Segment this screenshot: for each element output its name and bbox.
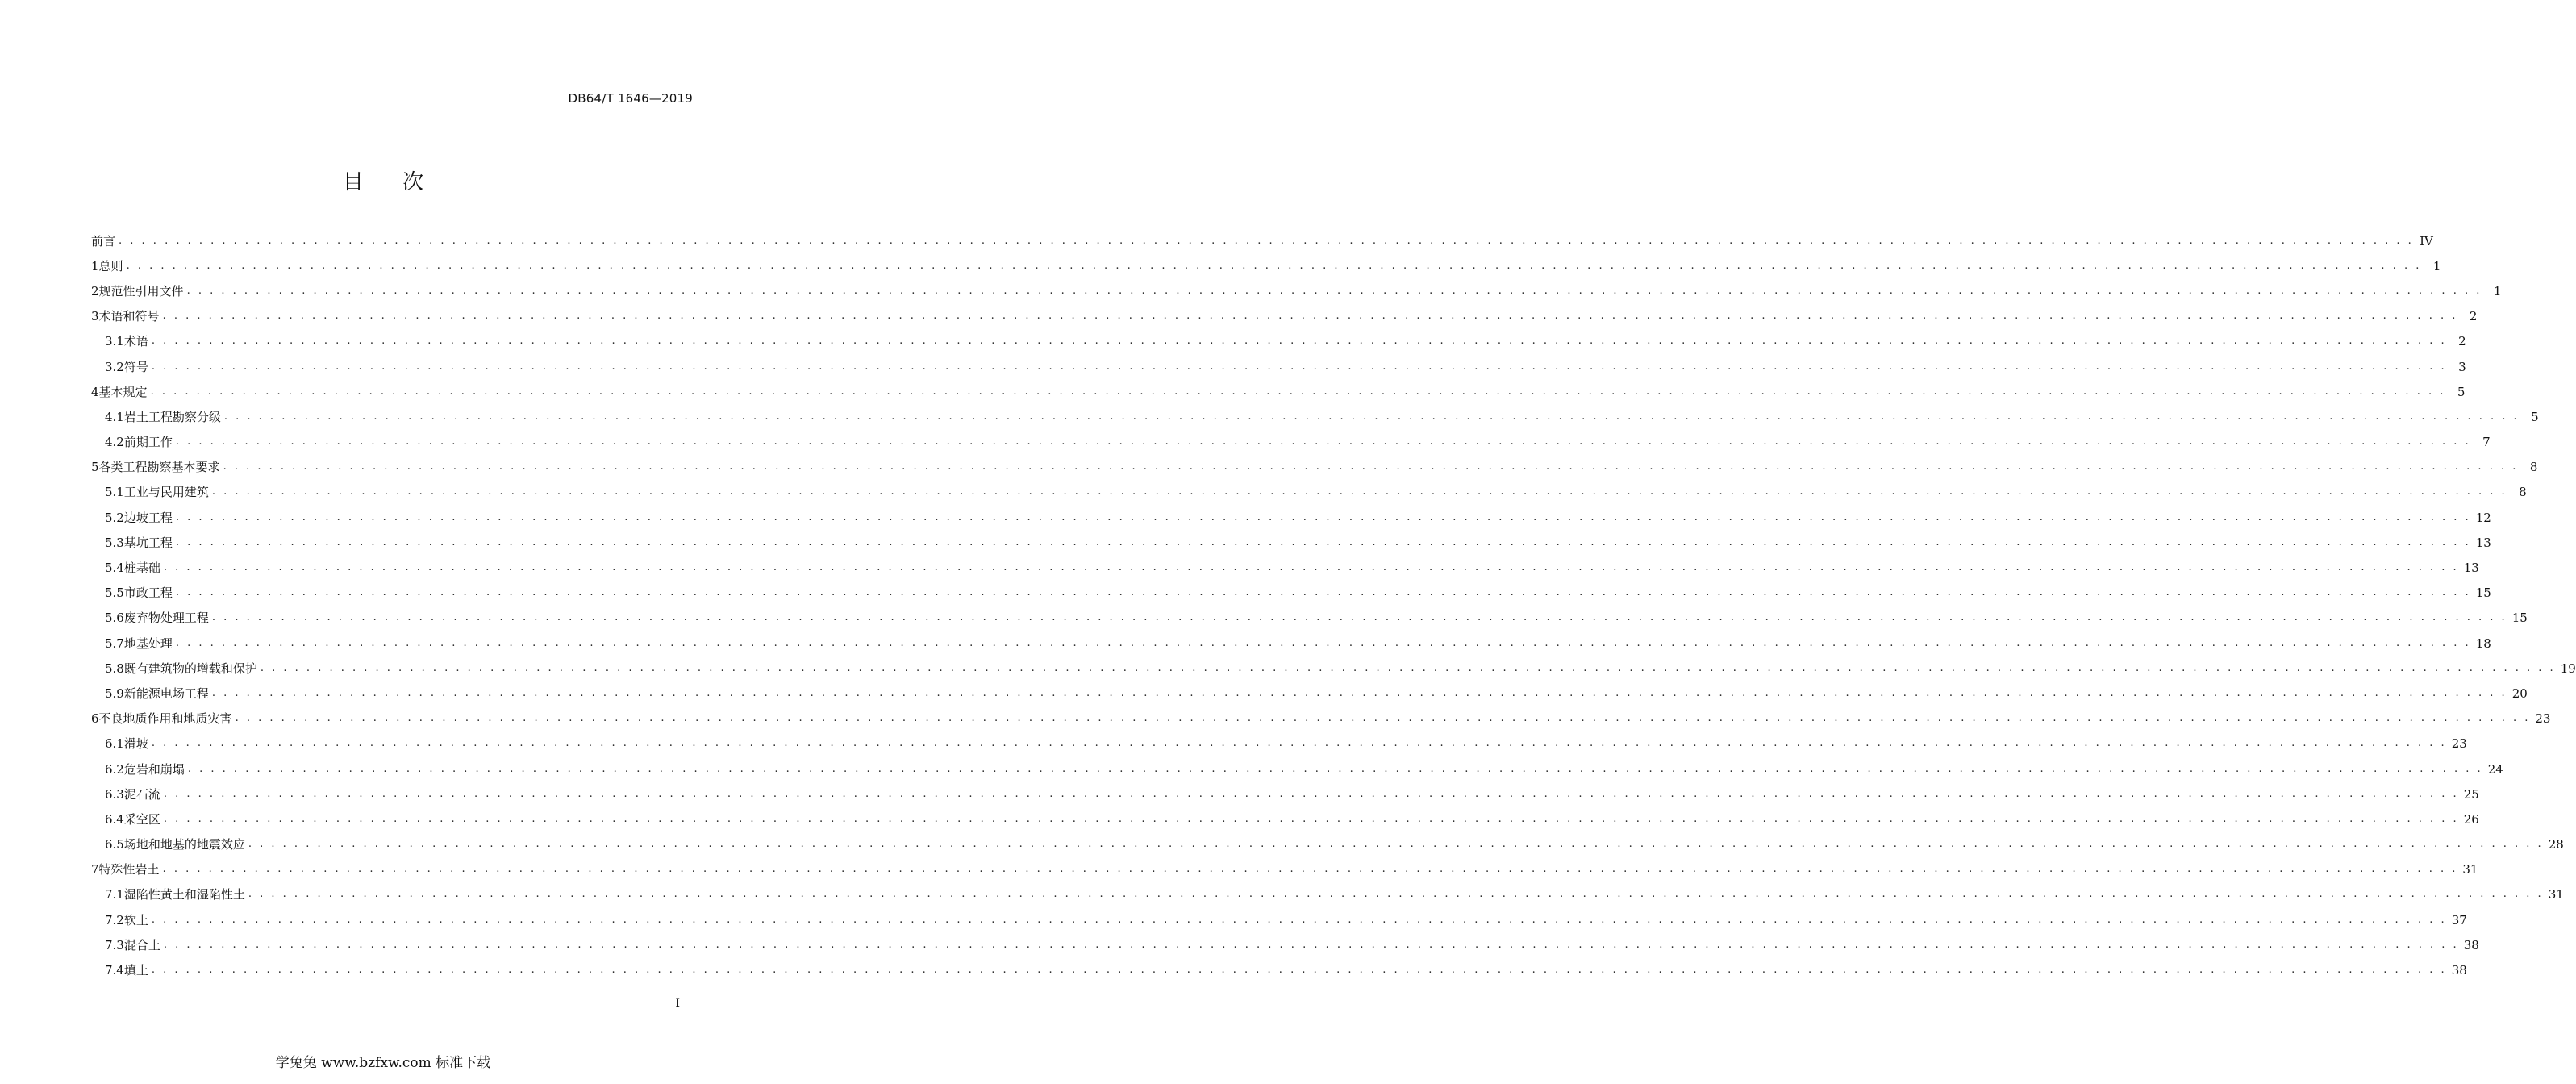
toc-entry-number: 5.9 <box>105 686 124 701</box>
toc-dot-leader: . . . . . . . . . . . . . . . . . . . . . . . . . . . . . . . . . . . . . . . . . . . . . . . . . . . . . . . . . . . . . . . . . . . . . . . . . . . . . . . . . . . . . . . . . . . . . . . . . . . . . . . . . . . . . . . . . . . . . . . . . . . . . . . . . . . . . . . . . . . . . . . . . . . . . . . . . . . . . . . . . . . . . . . . . . . . . . . . . . . . . . . . . . . . . . . . . . . . . . . . <box>151 737 2447 750</box>
toc-entry[interactable] <box>91 278 2502 303</box>
toc-entry-page: 38 <box>2451 963 2467 978</box>
toc-entry-label: 既有建筑物的增载和保护 <box>123 661 257 676</box>
toc-entry-page: 24 <box>2487 761 2503 777</box>
toc-entry[interactable] <box>91 656 2576 681</box>
toc-entry[interactable] <box>91 932 2479 957</box>
toc-entry[interactable] <box>91 228 2433 253</box>
toc-dot-leader: . . . . . . . . . . . . . . . . . . . . . . . . . . . . . . . . . . . . . . . . . . . . . . . . . . . . . . . . . . . . . . . . . . . . . . . . . . . . . . . . . . . . . . . . . . . . . . . . . . . . . . . . . . . . . . . . . . . . . . . . . . . . . . . . . . . . . . . . . . . . . . . . . . . . . . . . . . . . . . . . . . . . . . . . . . . . . . . . . . . . . . . . . . . . . . . . . . . . . . . . <box>151 964 2447 977</box>
toc-entry-page: 8 <box>2519 485 2527 500</box>
toc-entry-number: 6.5 <box>105 837 124 853</box>
toc-entry-number: 7.3 <box>105 937 124 953</box>
toc-entry-page: 31 <box>2548 887 2564 903</box>
toc-entry-number: 3.2 <box>105 359 124 374</box>
toc-entry-page: 19 <box>2560 661 2576 676</box>
toc-entry[interactable] <box>91 832 2564 857</box>
toc-entry-number: 7 <box>91 862 99 878</box>
toc-dot-leader: . . . . . . . . . . . . . . . . . . . . . . . . . . . . . . . . . . . . . . . . . . . . . . . . . . . . . . . . . . . . . . . . . . . . . . . . . . . . . . . . . . . . . . . . . . . . . . . . . . . . . . . . . . . . . . . . . . . . . . . . . . . . . . . . . . . . . . . . . . . . . . . . . . . . . . . . . . . . . . . . . . . . . . . . . . . . . . . . . . . . . . . . . . . . . . . . . . . . . . . . <box>248 888 2544 901</box>
toc-entry-page: 3 <box>2458 359 2466 374</box>
toc-entry-label: 规范性引用文件 <box>98 283 184 298</box>
toc-entry[interactable] <box>91 379 2466 404</box>
toc-entry-label: 湿陷性黄土和湿陷性土 <box>123 887 245 903</box>
toc-entry-number: 6 <box>91 711 99 727</box>
toc-entry[interactable] <box>91 404 2539 429</box>
toc-entry[interactable] <box>91 329 2466 354</box>
toc-entry-number: 4.2 <box>105 435 124 450</box>
toc-entry-number: 6.3 <box>105 786 124 802</box>
toc-dot-leader: . . . . . . . . . . . . . . . . . . . . . . . . . . . . . . . . . . . . . . . . . . . . . . . . . . . . . . . . . . . . . . . . . . . . . . . . . . . . . . . . . . . . . . . . . . . . . . . . . . . . . . . . . . . . . . . . . . . . . . . . . . . . . . . . . . . . . . . . . . . . . . . . . . . . . . . . . . . . . . . . . . . . . . . . . . . . . . . . . . . . . . . . . . . . . . . . . . . . . . . . <box>260 661 2556 674</box>
toc-entry-number: 4.1 <box>105 409 124 424</box>
toc-entry-number: 7.1 <box>105 887 124 903</box>
toc-dot-leader: . . . . . . . . . . . . . . . . . . . . . . . . . . . . . . . . . . . . . . . . . . . . . . . . . . . . . . . . . . . . . . . . . . . . . . . . . . . . . . . . . . . . . . . . . . . . . . . . . . . . . . . . . . . . . . . . . . . . . . . . . . . . . . . . . . . . . . . . . . . . . . . . . . . . . . . . . . . . . . . . . . . . . . . . . . . . . . . . . . . . . . . . . . . . . . . . . . . . . . . . <box>211 686 2507 699</box>
toc-dot-leader: . . . . . . . . . . . . . . . . . . . . . . . . . . . . . . . . . . . . . . . . . . . . . . . . . . . . . . . . . . . . . . . . . . . . . . . . . . . . . . . . . . . . . . . . . . . . . . . . . . . . . . . . . . . . . . . . . . . . . . . . . . . . . . . . . . . . . . . . . . . . . . . . . . . . . . . . . . . . . . . . . . . . . . . . . . . . . . . . . . . . . . . . . . . . . . . . . . . . . . . . <box>211 486 2507 498</box>
toc-entry[interactable] <box>91 707 2551 732</box>
footer-watermark: 学兔兔 www.bzfxw.com 标准下载 <box>275 1055 491 1071</box>
toc-entry-number: 5.6 <box>105 611 124 626</box>
toc-entry-number: 6.4 <box>105 811 124 827</box>
toc-entry-label: 场地和地基的地震效应 <box>123 837 245 853</box>
toc-entry[interactable] <box>91 581 2491 606</box>
toc-entry-page: IV <box>2420 233 2433 248</box>
toc-dot-leader: . . . . . . . . . . . . . . . . . . . . . . . . . . . . . . . . . . . . . . . . . . . . . . . . . . . . . . . . . . . . . . . . . . . . . . . . . . . . . . . . . . . . . . . . . . . . . . . . . . . . . . . . . . . . . . . . . . . . . . . . . . . . . . . . . . . . . . . . . . . . . . . . . . . . . . . . . . . . . . . . . . . . . . . . . . . . . . . . . . . . . . . . . . . . . . . . . . . . . . . . <box>235 712 2531 725</box>
toc-dot-leader: . . . . . . . . . . . . . . . . . . . . . . . . . . . . . . . . . . . . . . . . . . . . . . . . . . . . . . . . . . . . . . . . . . . . . . . . . . . . . . . . . . . . . . . . . . . . . . . . . . . . . . . . . . . . . . . . . . . . . . . . . . . . . . . . . . . . . . . . . . . . . . . . . . . . . . . . . . . . . . . . . . . . . . . . . . . . . . . . . . . . . . . . . . . . . . . . . . . . . . . . <box>151 913 2447 926</box>
toc-entry-page: 13 <box>2463 561 2479 576</box>
toc-entry[interactable] <box>91 732 2467 757</box>
toc-entry-page: 23 <box>2451 736 2467 752</box>
toc-dot-leader: . . . . . . . . . . . . . . . . . . . . . . . . . . . . . . . . . . . . . . . . . . . . . . . . . . . . . . . . . . . . . . . . . . . . . . . . . . . . . . . . . . . . . . . . . . . . . . . . . . . . . . . . . . . . . . . . . . . . . . . . . . . . . . . . . . . . . . . . . . . . . . . . . . . . . . . . . . . . . . . . . . . . . . . . . . . . . . . . . . . . . . . . . . . . . . . . . . . . . . . . <box>163 938 2459 951</box>
toc-entry-label: 市政工程 <box>123 586 173 601</box>
page-title: 目 次 <box>342 170 440 194</box>
toc-entry-page: 15 <box>2511 611 2528 626</box>
toc-entry-number: 7.4 <box>105 963 124 978</box>
toc-entry-page: 38 <box>2463 937 2479 953</box>
toc-entry-page: 25 <box>2463 786 2479 802</box>
toc-dot-leader: . . . . . . . . . . . . . . . . . . . . . . . . . . . . . . . . . . . . . . . . . . . . . . . . . . . . . . . . . . . . . . . . . . . . . . . . . . . . . . . . . . . . . . . . . . . . . . . . . . . . . . . . . . . . . . . . . . . . . . . . . . . . . . . . . . . . . . . . . . . . . . . . . . . . . . . . . . . . . . . . . . . . . . . . . . . . . . . . . . . . . . . . . . . . . . . . . . . . . . . . <box>151 360 2447 373</box>
toc-dot-leader: . . . . . . . . . . . . . . . . . . . . . . . . . . . . . . . . . . . . . . . . . . . . . . . . . . . . . . . . . . . . . . . . . . . . . . . . . . . . . . . . . . . . . . . . . . . . . . . . . . . . . . . . . . . . . . . . . . . . . . . . . . . . . . . . . . . . . . . . . . . . . . . . . . . . . . . . . . . . . . . . . . . . . . . . . . . . . . . . . . . . . . . . . . . . . . . . . . . . . . . . <box>186 284 2482 297</box>
toc-dot-leader: . . . . . . . . . . . . . . . . . . . . . . . . . . . . . . . . . . . . . . . . . . . . . . . . . . . . . . . . . . . . . . . . . . . . . . . . . . . . . . . . . . . . . . . . . . . . . . . . . . . . . . . . . . . . . . . . . . . . . . . . . . . . . . . . . . . . . . . . . . . . . . . . . . . . . . . . . . . . . . . . . . . . . . . . . . . . . . . . . . . . . . . . . . . . . . . . . . . . . . . . <box>248 838 2544 851</box>
toc-entry-label: 废弃物处理工程 <box>123 611 209 626</box>
toc-entry-number: 5.7 <box>105 636 124 651</box>
toc-entry-number: 5.3 <box>105 535 124 550</box>
toc-entry-label: 术语和符号 <box>98 309 160 324</box>
toc-entry-number: 5 <box>91 460 99 475</box>
toc-entry-page: 37 <box>2451 912 2467 928</box>
toc-entry-number: 5.2 <box>105 510 124 525</box>
toc-dot-leader: . . . . . . . . . . . . . . . . . . . . . . . . . . . . . . . . . . . . . . . . . . . . . . . . . . . . . . . . . . . . . . . . . . . . . . . . . . . . . . . . . . . . . . . . . . . . . . . . . . . . . . . . . . . . . . . . . . . . . . . . . . . . . . . . . . . . . . . . . . . . . . . . . . . . . . . . . . . . . . . . . . . . . . . . . . . . . . . . . . . . . . . . . . . . . . . . . . . . . . . . <box>211 611 2507 624</box>
toc-entry-page: 26 <box>2463 811 2479 827</box>
page-number: I <box>675 997 680 1010</box>
toc-entry-label: 地基处理 <box>123 636 173 651</box>
toc-entry-number: 5.1 <box>105 485 124 500</box>
toc-dot-leader: . . . . . . . . . . . . . . . . . . . . . . . . . . . . . . . . . . . . . . . . . . . . . . . . . . . . . . . . . . . . . . . . . . . . . . . . . . . . . . . . . . . . . . . . . . . . . . . . . . . . . . . . . . . . . . . . . . . . . . . . . . . . . . . . . . . . . . . . . . . . . . . . . . . . . . . . . . . . . . . . . . . . . . . . . . . . . . . . . . . . . . . . . . . . . . . . . . . . . . . . <box>162 863 2458 876</box>
toc-dot-leader: . . . . . . . . . . . . . . . . . . . . . . . . . . . . . . . . . . . . . . . . . . . . . . . . . . . . . . . . . . . . . . . . . . . . . . . . . . . . . . . . . . . . . . . . . . . . . . . . . . . . . . . . . . . . . . . . . . . . . . . . . . . . . . . . . . . . . . . . . . . . . . . . . . . . . . . . . . . . . . . . . . . . . . . . . . . . . . . . . . . . . . . . . . . . . . . . . . . . . . . . <box>175 511 2471 523</box>
toc-dot-leader: . . . . . . . . . . . . . . . . . . . . . . . . . . . . . . . . . . . . . . . . . . . . . . . . . . . . . . . . . . . . . . . . . . . . . . . . . . . . . . . . . . . . . . . . . . . . . . . . . . . . . . . . . . . . . . . . . . . . . . . . . . . . . . . . . . . . . . . . . . . . . . . . . . . . . . . . . . . . . . . . . . . . . . . . . . . . . . . . . . . . . . . . . . . . . . . . . . . . . . . . <box>163 561 2459 574</box>
toc-entry-label: 特殊性岩土 <box>98 862 160 878</box>
toc-entry-label: 采空区 <box>123 811 160 827</box>
toc-entry-page: 31 <box>2462 862 2478 878</box>
toc-entry-page: 2 <box>2469 309 2478 324</box>
toc-entry-label: 符号 <box>123 359 148 374</box>
toc-dot-leader: . . . . . . . . . . . . . . . . . . . . . . . . . . . . . . . . . . . . . . . . . . . . . . . . . . . . . . . . . . . . . . . . . . . . . . . . . . . . . . . . . . . . . . . . . . . . . . . . . . . . . . . . . . . . . . . . . . . . . . . . . . . . . . . . . . . . . . . . . . . . . . . . . . . . . . . . . . . . . . . . . . . . . . . . . . . . . . . . . . . . . . . . . . . . . . . . . . . . . . . . <box>163 812 2459 825</box>
toc-dot-leader: . . . . . . . . . . . . . . . . . . . . . . . . . . . . . . . . . . . . . . . . . . . . . . . . . . . . . . . . . . . . . . . . . . . . . . . . . . . . . . . . . . . . . . . . . . . . . . . . . . . . . . . . . . . . . . . . . . . . . . . . . . . . . . . . . . . . . . . . . . . . . . . . . . . . . . . . . . . . . . . . . . . . . . . . . . . . . . . . . . . . . . . . . . . . . . . . . . . . . . . . <box>187 762 2483 775</box>
toc-entry-page: 15 <box>2475 586 2491 601</box>
toc-entry-label: 术语 <box>123 334 148 349</box>
toc-entry[interactable] <box>91 857 2478 882</box>
toc-entry-page: 12 <box>2475 510 2491 525</box>
toc-dot-leader: . . . . . . . . . . . . . . . . . . . . . . . . . . . . . . . . . . . . . . . . . . . . . . . . . . . . . . . . . . . . . . . . . . . . . . . . . . . . . . . . . . . . . . . . . . . . . . . . . . . . . . . . . . . . . . . . . . . . . . . . . . . . . . . . . . . . . . . . . . . . . . . . . . . . . . . . . . . . . . . . . . . . . . . . . . . . . . . . . . . . . . . . . . . . . . . . . . . . . . . . <box>119 234 2414 247</box>
toc-dot-leader: . . . . . . . . . . . . . . . . . . . . . . . . . . . . . . . . . . . . . . . . . . . . . . . . . . . . . . . . . . . . . . . . . . . . . . . . . . . . . . . . . . . . . . . . . . . . . . . . . . . . . . . . . . . . . . . . . . . . . . . . . . . . . . . . . . . . . . . . . . . . . . . . . . . . . . . . . . . . . . . . . . . . . . . . . . . . . . . . . . . . . . . . . . . . . . . . . . . . . . . . <box>162 310 2458 323</box>
toc-entry[interactable] <box>91 354 2466 379</box>
standard-code: DB64/T 1646—2019 <box>568 91 693 106</box>
toc-entry[interactable] <box>91 757 2503 782</box>
toc-entry[interactable] <box>91 455 2538 480</box>
toc-entry[interactable] <box>91 480 2527 505</box>
toc-entry[interactable] <box>91 430 2491 455</box>
toc-entry-page: 28 <box>2548 837 2564 853</box>
toc-entry[interactable] <box>91 957 2467 982</box>
toc-dot-leader: . . . . . . . . . . . . . . . . . . . . . . . . . . . . . . . . . . . . . . . . . . . . . . . . . . . . . . . . . . . . . . . . . . . . . . . . . . . . . . . . . . . . . . . . . . . . . . . . . . . . . . . . . . . . . . . . . . . . . . . . . . . . . . . . . . . . . . . . . . . . . . . . . . . . . . . . . . . . . . . . . . . . . . . . . . . . . . . . . . . . . . . . . . . . . . . . . . . . . . . . <box>163 787 2459 800</box>
toc-entry-label: 桩基础 <box>123 561 160 576</box>
table-of-contents <box>91 228 2576 983</box>
toc-entry[interactable] <box>91 807 2479 832</box>
toc-entry-page: 23 <box>2535 711 2551 727</box>
toc-entry[interactable] <box>91 782 2479 807</box>
toc-entry-page: 8 <box>2529 460 2538 475</box>
toc-entry-label: 泥石流 <box>123 786 160 802</box>
toc-entry-label: 软土 <box>123 912 148 928</box>
toc-entry-label: 前期工作 <box>123 435 173 450</box>
toc-entry[interactable] <box>91 681 2528 706</box>
toc-entry-page: 5 <box>2457 384 2466 399</box>
toc-entry-label: 边坡工程 <box>123 510 173 525</box>
toc-entry-number: 2 <box>91 283 99 298</box>
toc-entry-page: 18 <box>2475 636 2491 651</box>
toc-entry-number: 5.5 <box>105 586 124 601</box>
toc-entry-label: 基本规定 <box>98 384 148 399</box>
toc-entry-label: 前言 <box>91 233 116 248</box>
toc-entry-page: 1 <box>2493 283 2502 298</box>
toc-entry-label: 工业与民用建筑 <box>123 485 209 500</box>
toc-entry-label: 滑坡 <box>123 736 148 752</box>
toc-entry-number: 5.4 <box>105 561 124 576</box>
toc-dot-leader: . . . . . . . . . . . . . . . . . . . . . . . . . . . . . . . . . . . . . . . . . . . . . . . . . . . . . . . . . . . . . . . . . . . . . . . . . . . . . . . . . . . . . . . . . . . . . . . . . . . . . . . . . . . . . . . . . . . . . . . . . . . . . . . . . . . . . . . . . . . . . . . . . . . . . . . . . . . . . . . . . . . . . . . . . . . . . . . . . . . . . . . . . . . . . . . . . . . . . . . . <box>175 436 2471 448</box>
toc-entry-page: 13 <box>2475 535 2491 550</box>
toc-entry[interactable] <box>91 505 2491 530</box>
toc-entry[interactable] <box>91 304 2478 329</box>
toc-entry[interactable] <box>91 882 2564 907</box>
toc-entry[interactable] <box>91 606 2528 631</box>
toc-entry-number: 1 <box>91 258 99 273</box>
toc-entry[interactable] <box>91 631 2491 656</box>
toc-entry-label: 不良地质作用和地质灾害 <box>98 711 232 727</box>
toc-entry[interactable] <box>91 253 2441 278</box>
toc-entry-label: 混合土 <box>123 937 160 953</box>
toc-dot-leader: . . . . . . . . . . . . . . . . . . . . . . . . . . . . . . . . . . . . . . . . . . . . . . . . . . . . . . . . . . . . . . . . . . . . . . . . . . . . . . . . . . . . . . . . . . . . . . . . . . . . . . . . . . . . . . . . . . . . . . . . . . . . . . . . . . . . . . . . . . . . . . . . . . . . . . . . . . . . . . . . . . . . . . . . . . . . . . . . . . . . . . . . . . . . . . . . . . . . . . . . <box>151 335 2447 348</box>
toc-entry-label: 新能源电场工程 <box>123 686 209 701</box>
toc-entry-page: 1 <box>2432 258 2441 273</box>
toc-dot-leader: . . . . . . . . . . . . . . . . . . . . . . . . . . . . . . . . . . . . . . . . . . . . . . . . . . . . . . . . . . . . . . . . . . . . . . . . . . . . . . . . . . . . . . . . . . . . . . . . . . . . . . . . . . . . . . . . . . . . . . . . . . . . . . . . . . . . . . . . . . . . . . . . . . . . . . . . . . . . . . . . . . . . . . . . . . . . . . . . . . . . . . . . . . . . . . . . . . . . . . . . <box>175 636 2471 649</box>
toc-dot-leader: . . . . . . . . . . . . . . . . . . . . . . . . . . . . . . . . . . . . . . . . . . . . . . . . . . . . . . . . . . . . . . . . . . . . . . . . . . . . . . . . . . . . . . . . . . . . . . . . . . . . . . . . . . . . . . . . . . . . . . . . . . . . . . . . . . . . . . . . . . . . . . . . . . . . . . . . . . . . . . . . . . . . . . . . . . . . . . . . . . . . . . . . . . . . . . . . . . . . . . . . <box>175 536 2471 548</box>
toc-entry-number: 7.2 <box>105 912 124 928</box>
toc-entry-label: 各类工程勘察基本要求 <box>98 460 220 475</box>
toc-entry-number: 6.2 <box>105 761 124 777</box>
toc-entry-label: 基坑工程 <box>123 535 173 550</box>
toc-dot-leader: . . . . . . . . . . . . . . . . . . . . . . . . . . . . . . . . . . . . . . . . . . . . . . . . . . . . . . . . . . . . . . . . . . . . . . . . . . . . . . . . . . . . . . . . . . . . . . . . . . . . . . . . . . . . . . . . . . . . . . . . . . . . . . . . . . . . . . . . . . . . . . . . . . . . . . . . . . . . . . . . . . . . . . . . . . . . . . . . . . . . . . . . . . . . . . . . . . . . . . . . <box>223 410 2520 423</box>
toc-entry[interactable] <box>91 555 2479 580</box>
toc-entry-label: 危岩和崩塌 <box>123 761 185 777</box>
toc-dot-leader: . . . . . . . . . . . . . . . . . . . . . . . . . . . . . . . . . . . . . . . . . . . . . . . . . . . . . . . . . . . . . . . . . . . . . . . . . . . . . . . . . . . . . . . . . . . . . . . . . . . . . . . . . . . . . . . . . . . . . . . . . . . . . . . . . . . . . . . . . . . . . . . . . . . . . . . . . . . . . . . . . . . . . . . . . . . . . . . . . . . . . . . . . . . . . . . . . . . . . . . . <box>150 385 2446 398</box>
toc-entry[interactable] <box>91 530 2491 555</box>
toc-dot-leader: . . . . . . . . . . . . . . . . . . . . . . . . . . . . . . . . . . . . . . . . . . . . . . . . . . . . . . . . . . . . . . . . . . . . . . . . . . . . . . . . . . . . . . . . . . . . . . . . . . . . . . . . . . . . . . . . . . . . . . . . . . . . . . . . . . . . . . . . . . . . . . . . . . . . . . . . . . . . . . . . . . . . . . . . . . . . . . . . . . . . . . . . . . . . . . . . . . . . . . . . <box>126 259 2422 272</box>
toc-dot-leader: . . . . . . . . . . . . . . . . . . . . . . . . . . . . . . . . . . . . . . . . . . . . . . . . . . . . . . . . . . . . . . . . . . . . . . . . . . . . . . . . . . . . . . . . . . . . . . . . . . . . . . . . . . . . . . . . . . . . . . . . . . . . . . . . . . . . . . . . . . . . . . . . . . . . . . . . . . . . . . . . . . . . . . . . . . . . . . . . . . . . . . . . . . . . . . . . . . . . . . . . <box>175 586 2471 599</box>
toc-entry-label: 岩土工程勘察分级 <box>123 409 221 424</box>
toc-dot-leader: . . . . . . . . . . . . . . . . . . . . . . . . . . . . . . . . . . . . . . . . . . . . . . . . . . . . . . . . . . . . . . . . . . . . . . . . . . . . . . . . . . . . . . . . . . . . . . . . . . . . . . . . . . . . . . . . . . . . . . . . . . . . . . . . . . . . . . . . . . . . . . . . . . . . . . . . . . . . . . . . . . . . . . . . . . . . . . . . . . . . . . . . . . . . . . . . . . . . . . . . <box>223 461 2519 473</box>
toc-entry-number: 6.1 <box>105 736 124 752</box>
toc-entry-page: 2 <box>2458 334 2466 349</box>
toc-entry[interactable] <box>91 907 2467 932</box>
toc-entry-page: 20 <box>2511 686 2528 701</box>
toc-entry-label: 总则 <box>98 258 123 273</box>
toc-entry-number: 3.1 <box>105 334 124 349</box>
toc-entry-number: 4 <box>91 384 99 399</box>
toc-entry-number: 3 <box>91 309 99 324</box>
toc-entry-number: 5.8 <box>105 661 124 676</box>
toc-entry-label: 填土 <box>123 963 148 978</box>
toc-entry-page: 5 <box>2531 409 2539 424</box>
toc-entry-page: 7 <box>2482 435 2491 450</box>
